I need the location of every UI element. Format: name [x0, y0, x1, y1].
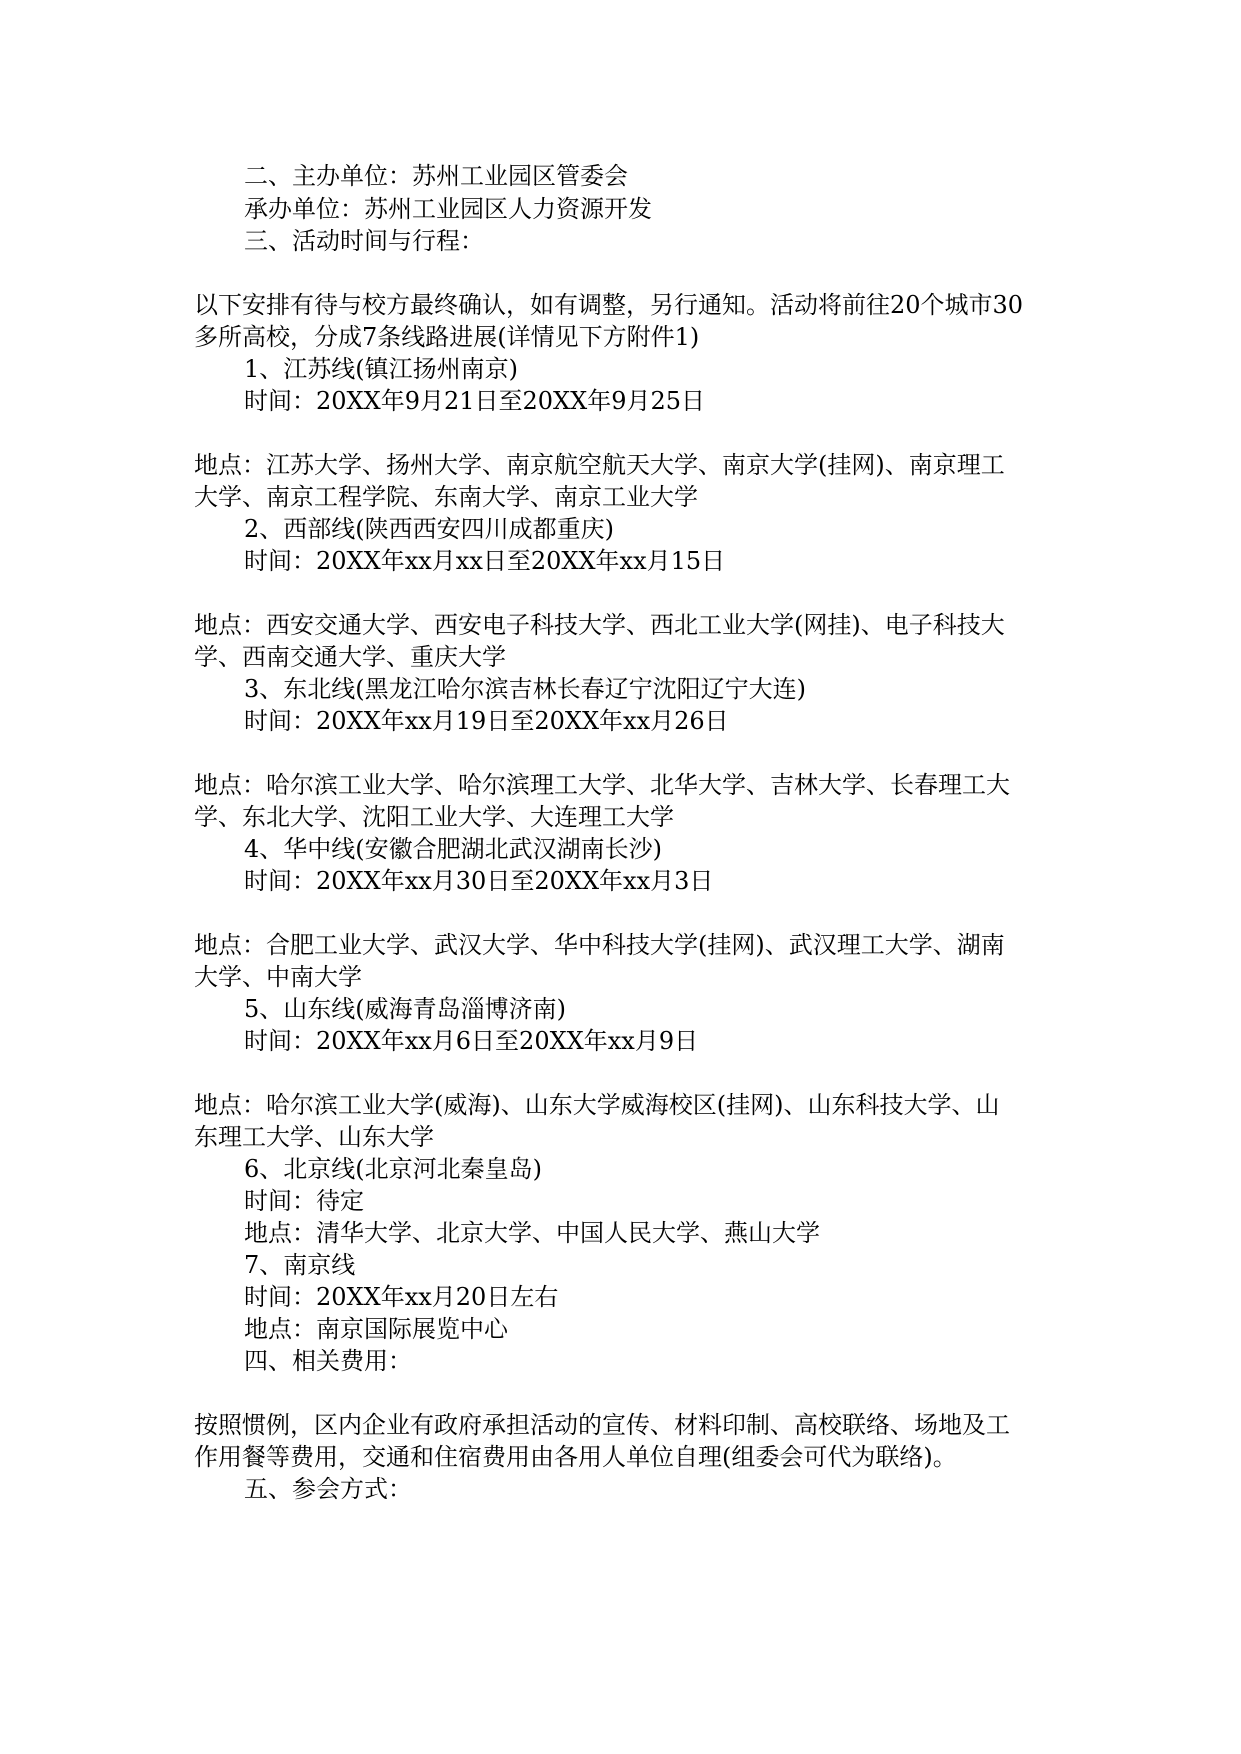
section-heading-participation: 五、参会方式： [244, 1475, 412, 1503]
route-3-title: 3、东北线(黑龙江哈尔滨吉林长春辽宁沈阳辽宁大连) [244, 675, 806, 703]
route-5-location-line-1: 地点：哈尔滨工业大学(威海)、山东大学威海校区(挂网)、山东科技大学、山 [194, 1091, 1000, 1119]
section-heading-organizer: 二、主办单位：苏州工业园区管委会 [244, 162, 628, 190]
route-2-location-line-2: 学、西南交通大学、重庆大学 [194, 643, 506, 671]
route-4-title: 4、华中线(安徽合肥湖北武汉湖南长沙) [244, 835, 662, 863]
route-3-location-line-2: 学、东北大学、沈阳工业大学、大连理工大学 [194, 803, 674, 831]
route-4-location-line-2: 大学、中南大学 [194, 963, 362, 991]
route-5-location-line-2: 东理工大学、山东大学 [194, 1123, 434, 1151]
route-6-title: 6、北京线(北京河北秦皇岛) [244, 1155, 542, 1183]
route-7-time: 时间：20XX年xx月20日左右 [244, 1283, 559, 1311]
route-6-location: 地点：清华大学、北京大学、中国人民大学、燕山大学 [244, 1219, 820, 1247]
route-2-title: 2、西部线(陕西西安四川成都重庆) [244, 515, 614, 543]
route-3-time: 时间：20XX年xx月19日至20XX年xx月26日 [244, 707, 729, 735]
route-5-time: 时间：20XX年xx月6日至20XX年xx月9日 [244, 1027, 699, 1055]
text-line-co-organizer: 承办单位：苏州工业园区人力资源开发 [244, 195, 652, 223]
paragraph-intro-line-1: 以下安排有待与校方最终确认，如有调整，另行通知。活动将前往20个城市30 [194, 291, 1024, 319]
route-4-time: 时间：20XX年xx月30日至20XX年xx月3日 [244, 867, 714, 895]
route-1-location-line-1: 地点：江苏大学、扬州大学、南京航空航天大学、南京大学(挂网)、南京理工 [194, 451, 1005, 479]
route-7-location: 地点：南京国际展览中心 [244, 1315, 508, 1343]
route-6-time: 时间：待定 [244, 1187, 364, 1215]
route-1-title: 1、江苏线(镇江扬州南京) [244, 355, 518, 383]
route-5-title: 5、山东线(威海青岛淄博济南) [244, 995, 566, 1023]
route-2-location-line-1: 地点：西安交通大学、西安电子科技大学、西北工业大学(网挂)、电子科技大 [194, 611, 1005, 639]
route-7-title: 7、南京线 [244, 1251, 356, 1279]
paragraph-fees-line-2: 作用餐等费用，交通和住宿费用由各用人单位自理(组委会可代为联络)。 [194, 1443, 957, 1471]
route-2-time: 时间：20XX年xx月xx日至20XX年xx月15日 [244, 547, 726, 575]
section-heading-schedule: 三、活动时间与行程： [244, 227, 484, 255]
paragraph-intro-line-2: 多所高校，分成7条线路进展(详情见下方附件1) [194, 323, 700, 351]
paragraph-fees-line-1: 按照惯例，区内企业有政府承担活动的宣传、材料印制、高校联络、场地及工 [194, 1411, 1010, 1439]
route-1-location-line-2: 大学、南京工程学院、东南大学、南京工业大学 [194, 483, 698, 511]
section-heading-fees: 四、相关费用： [244, 1347, 412, 1375]
route-4-location-line-1: 地点：合肥工业大学、武汉大学、华中科技大学(挂网)、武汉理工大学、湖南 [194, 931, 1005, 959]
route-1-time: 时间：20XX年9月21日至20XX年9月25日 [244, 387, 706, 415]
route-3-location-line-1: 地点：哈尔滨工业大学、哈尔滨理工大学、北华大学、吉林大学、长春理工大 [194, 771, 1010, 799]
